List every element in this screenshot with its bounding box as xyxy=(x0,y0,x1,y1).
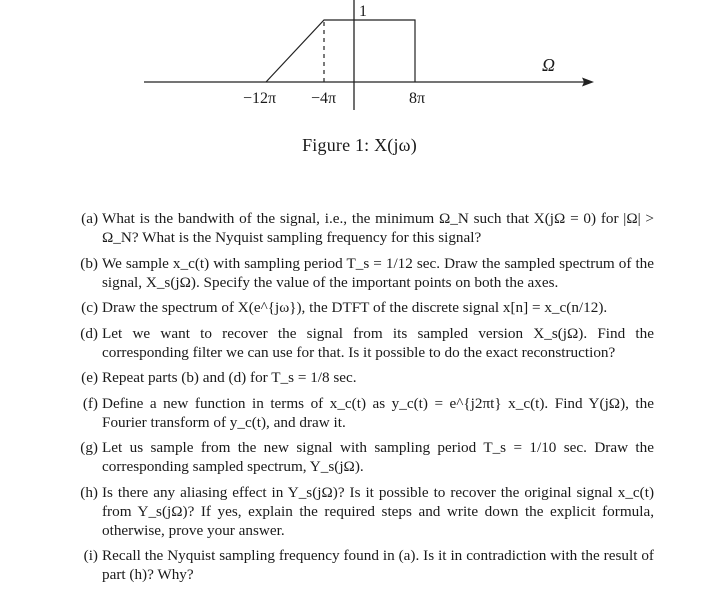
question-tag: (f) xyxy=(82,394,98,412)
question-text: Define a new function in terms of x_c(t) as y_c(t) = e^{j2πt} x_c(t). Find Y(jΩ), the Fourier transform of y_c(t), and draw it. xyxy=(102,394,654,431)
spectrum-figure xyxy=(0,0,719,120)
question-f xyxy=(74,394,654,432)
question-g xyxy=(74,438,654,476)
question-text: We sample x_c(t) with sampling period T_s = 1/12 sec. Draw the sampled spectrum of the signal, X_s(jΩ). Specify the value of the important points on both the axes. xyxy=(102,254,654,291)
question-list xyxy=(74,209,654,591)
question-a xyxy=(74,209,654,247)
question-tag: (d) xyxy=(80,324,98,342)
question-text: Recall the Nyquist sampling frequency found in (a). Is it in contradiction with the result of part (h)? Why? xyxy=(102,547,654,583)
question-tag: (h) xyxy=(80,483,98,501)
question-tag: (a) xyxy=(81,210,98,227)
question-tag: (i) xyxy=(83,547,98,564)
question-tag: (c) xyxy=(81,299,98,316)
question-i xyxy=(74,546,654,584)
axis-label-omega: Ω xyxy=(542,55,556,75)
question-b xyxy=(74,254,654,292)
question-text: Repeat parts (b) and (d) for T_s = 1/8 sec. xyxy=(102,369,357,386)
question-text: Draw the spectrum of X(e^{jω}), the DTFT of the discrete signal x[n] = x_c(n/12). xyxy=(102,299,608,316)
spectrum-shape xyxy=(266,20,415,82)
question-text: Is there any aliasing effect in Y_s(jΩ)? Is it possible to recover the original signal x_c(t) from Y_s(jΩ)? If yes, explain the required steps and write down the explicit formula, otherwise, prove your answer. xyxy=(102,483,654,539)
question-h xyxy=(74,483,654,540)
amplitude-label: 1 xyxy=(359,3,367,20)
tick-label-8pi: 8π xyxy=(409,90,426,107)
question-text: What is the bandwith of the signal, i.e., the minimum Ω_N such that X(jΩ = 0) for |Ω| > Ω_N? What is the Nyquist sampling frequency for this signal? xyxy=(102,210,654,246)
question-e xyxy=(74,368,654,387)
tick-label-neg4pi: −4π xyxy=(311,90,337,107)
question-tag: (e) xyxy=(81,369,98,386)
question-tag: (g) xyxy=(80,439,98,456)
tick-label-neg12pi: −12π xyxy=(243,90,277,107)
question-tag: (b) xyxy=(80,254,98,272)
figure-caption: Figure 1: X(jω) xyxy=(302,135,417,155)
question-text: Let us sample from the new signal with sampling period T_s = 1/10 sec. Draw the corresponding sampled spectrum, Y_s(jΩ). xyxy=(102,439,654,475)
question-c xyxy=(74,298,654,317)
question-d xyxy=(74,324,654,362)
question-text: Let we want to recover the signal from its sampled version X_s(jΩ). Find the corresponding filter we can use for that. Is it possible to do the exact reconstruction? xyxy=(102,324,654,361)
